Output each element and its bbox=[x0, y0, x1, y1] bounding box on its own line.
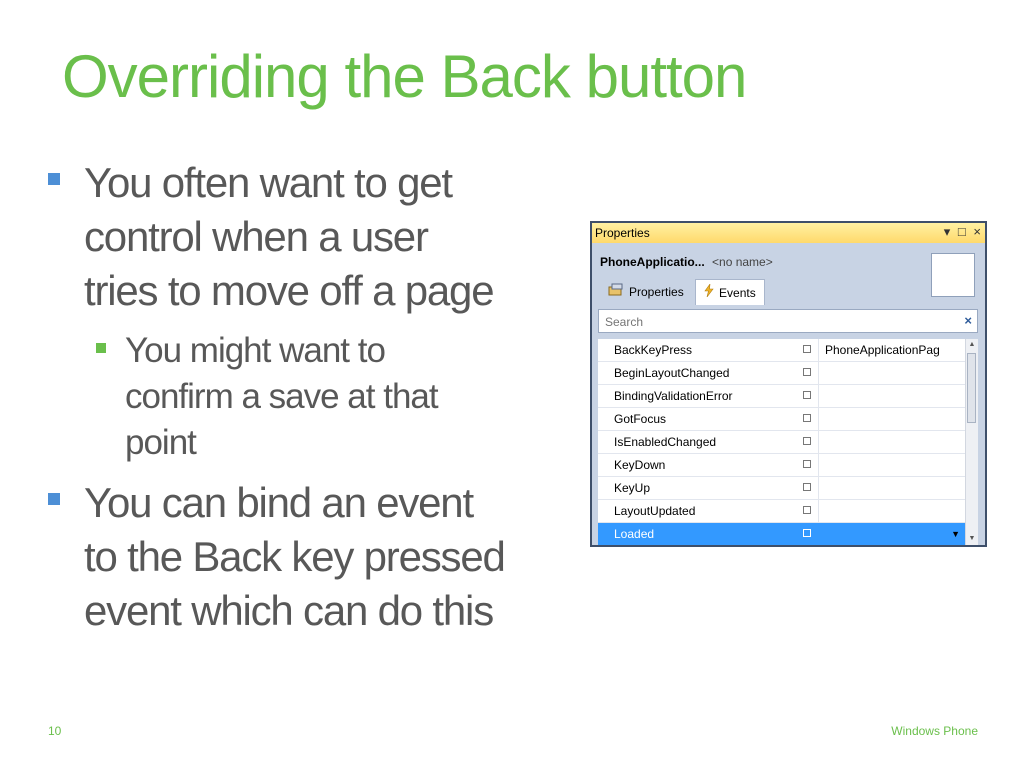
close-icon[interactable]: × bbox=[973, 224, 981, 239]
table-row[interactable] bbox=[598, 431, 966, 454]
window-controls bbox=[940, 224, 981, 240]
lightning-icon bbox=[704, 280, 714, 306]
tab-events-label: Events bbox=[719, 286, 756, 300]
scroll-up-icon[interactable]: ▲ bbox=[968, 341, 976, 348]
bullet-line: control when a user bbox=[84, 213, 428, 260]
events-grid bbox=[598, 339, 978, 545]
event-handler-icon bbox=[803, 391, 811, 399]
clear-search-icon[interactable]: × bbox=[964, 313, 972, 328]
column-divider bbox=[818, 339, 819, 362]
event-handler-icon bbox=[803, 368, 811, 376]
properties-panel bbox=[590, 221, 987, 547]
properties-icon bbox=[608, 279, 624, 305]
bullet-item bbox=[48, 476, 558, 638]
properties-tabs bbox=[600, 279, 765, 305]
event-handler-icon bbox=[803, 414, 811, 422]
page-number: 10 bbox=[48, 724, 62, 738]
event-value[interactable]: PhoneApplicationPag bbox=[825, 343, 940, 357]
bullet-line: You often want to get bbox=[84, 159, 452, 206]
object-type-label: PhoneApplicatio... bbox=[600, 255, 705, 269]
scroll-thumb[interactable] bbox=[967, 353, 976, 423]
column-divider bbox=[818, 454, 819, 477]
tab-properties-label: Properties bbox=[629, 285, 684, 299]
table-row[interactable] bbox=[598, 454, 966, 477]
table-row[interactable] bbox=[598, 408, 966, 431]
bullet-list bbox=[48, 156, 558, 648]
bullet-line: tries to move off a page bbox=[84, 267, 494, 314]
tab-events[interactable] bbox=[695, 279, 765, 305]
event-handler-icon bbox=[803, 506, 811, 514]
dropdown-arrow-icon[interactable]: ▾ bbox=[943, 224, 951, 239]
event-name: KeyUp bbox=[614, 481, 651, 495]
column-divider bbox=[818, 431, 819, 454]
column-divider bbox=[818, 408, 819, 431]
sub-bullet-item bbox=[96, 328, 558, 466]
scroll-down-icon[interactable]: ▼ bbox=[968, 535, 976, 542]
properties-header-title: Properties bbox=[595, 226, 650, 240]
properties-header bbox=[592, 223, 985, 243]
sub-bullet-line: You might want to bbox=[125, 331, 385, 370]
bullet-item bbox=[48, 156, 558, 318]
table-row[interactable] bbox=[598, 339, 966, 362]
dropdown-arrow-icon[interactable]: ▼ bbox=[951, 529, 960, 539]
maximize-icon[interactable]: □ bbox=[957, 224, 966, 239]
tab-properties[interactable] bbox=[600, 279, 692, 305]
bullet-line: event which can do this bbox=[84, 587, 493, 634]
slide-title: Overriding the Back button bbox=[62, 43, 747, 110]
event-name: Loaded bbox=[614, 527, 655, 541]
search-box bbox=[598, 309, 978, 333]
sub-bullet-line: point bbox=[125, 423, 196, 462]
event-handler-icon bbox=[803, 345, 811, 353]
footer-brand: Windows Phone bbox=[891, 724, 978, 738]
event-name: LayoutUpdated bbox=[614, 504, 696, 518]
bullet-line: to the Back key pressed bbox=[84, 533, 505, 580]
column-divider bbox=[818, 523, 819, 545]
event-name: GotFocus bbox=[614, 412, 667, 426]
event-handler-icon bbox=[803, 483, 811, 491]
event-handler-icon bbox=[803, 437, 811, 445]
table-row[interactable] bbox=[598, 500, 966, 523]
column-divider bbox=[818, 500, 819, 523]
event-handler-icon bbox=[803, 460, 811, 468]
event-handler-icon bbox=[803, 529, 811, 537]
event-name: IsEnabledChanged bbox=[614, 435, 717, 449]
object-noname-label: <no name> bbox=[712, 255, 773, 269]
bullet-square-icon bbox=[48, 173, 60, 185]
event-name: BackKeyPress bbox=[614, 343, 693, 357]
table-row-selected[interactable] bbox=[598, 523, 966, 545]
table-row[interactable] bbox=[598, 362, 966, 385]
event-name: BindingValidationError bbox=[614, 389, 733, 403]
sub-bullet-square-icon bbox=[96, 343, 106, 353]
column-divider bbox=[818, 477, 819, 500]
table-row[interactable] bbox=[598, 477, 966, 500]
column-divider bbox=[818, 385, 819, 408]
sub-bullet-line: confirm a save at that bbox=[125, 377, 438, 416]
object-name bbox=[600, 255, 773, 269]
bullet-square-icon bbox=[48, 493, 60, 505]
column-divider bbox=[818, 362, 819, 385]
event-name: BeginLayoutChanged bbox=[614, 366, 730, 380]
grid-scrollbar[interactable] bbox=[965, 339, 978, 545]
bullet-line: You can bind an event bbox=[84, 479, 473, 526]
event-name: KeyDown bbox=[614, 458, 666, 472]
object-preview bbox=[931, 253, 975, 297]
search-input[interactable] bbox=[603, 311, 947, 333]
table-row[interactable] bbox=[598, 385, 966, 408]
